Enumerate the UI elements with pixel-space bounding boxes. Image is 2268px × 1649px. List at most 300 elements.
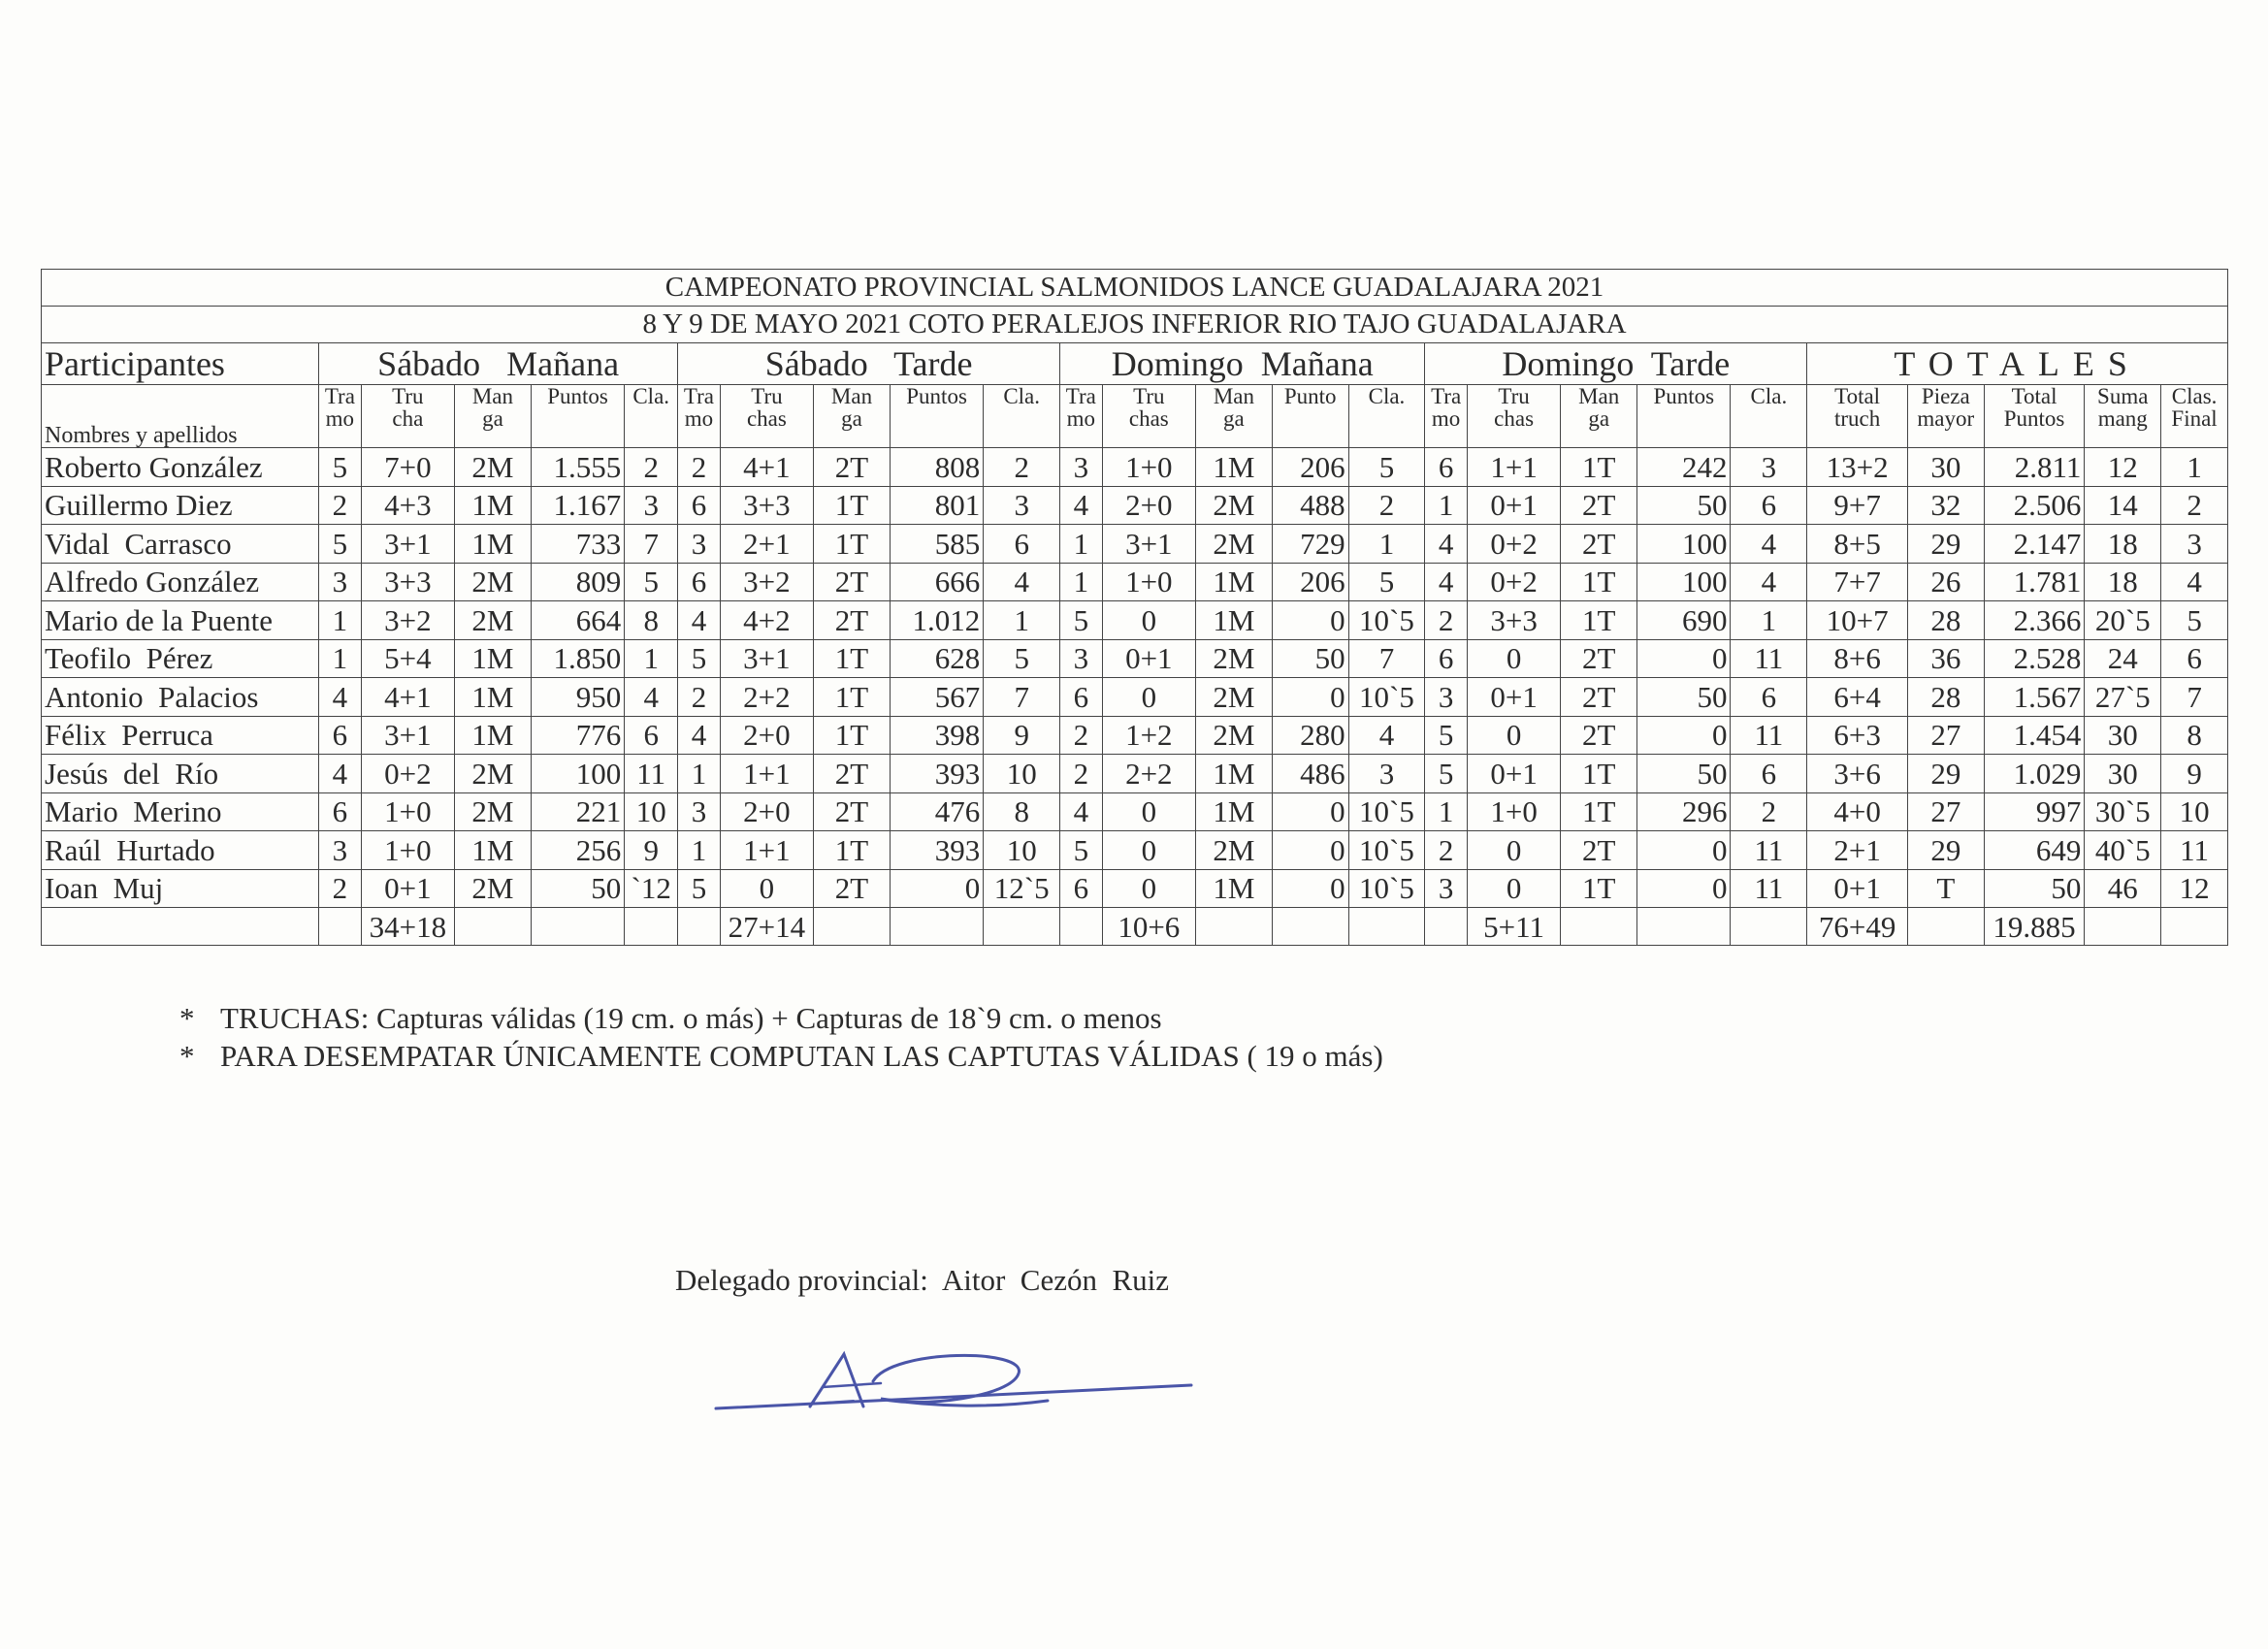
cell: T bbox=[1907, 869, 1984, 908]
sunday-morning-header: Domingo Mañana bbox=[1060, 343, 1425, 385]
subheader-totals-3: Suma mang bbox=[2085, 385, 2161, 448]
cell: 2M bbox=[1196, 831, 1273, 870]
participant-name: Roberto González bbox=[42, 448, 319, 487]
cell: 1M bbox=[455, 486, 532, 525]
cell: 5 bbox=[2161, 601, 2228, 640]
cell: 24 bbox=[2085, 639, 2161, 678]
cell: 1T bbox=[1561, 792, 1637, 831]
cell: 6+4 bbox=[1807, 678, 1908, 717]
participant-name: Ioan Muj bbox=[42, 869, 319, 908]
cell: 3+1 bbox=[720, 639, 813, 678]
cell: 0 bbox=[1637, 869, 1731, 908]
cell: 0 bbox=[720, 869, 813, 908]
cell: 5 bbox=[319, 448, 362, 487]
subheader-sat-morning-4: Cla. bbox=[625, 385, 678, 448]
cell: 10`5 bbox=[1348, 831, 1425, 870]
participant-name: Vidal Carrasco bbox=[42, 525, 319, 564]
subheader-totals-1: Pieza mayor bbox=[1907, 385, 1984, 448]
cell: 5 bbox=[678, 869, 721, 908]
cell: 10 bbox=[2161, 792, 2228, 831]
cell: 5 bbox=[678, 639, 721, 678]
cell: 2 bbox=[1060, 755, 1103, 793]
cell: 30`5 bbox=[2085, 792, 2161, 831]
cell: 32 bbox=[1907, 486, 1984, 525]
cell: 6 bbox=[1060, 678, 1103, 717]
delegate-name: Aitor Cezón Ruiz bbox=[941, 1263, 1170, 1297]
cell: 4 bbox=[678, 601, 721, 640]
cell: 14 bbox=[2085, 486, 2161, 525]
cell: 3+1 bbox=[361, 525, 454, 564]
cell: 6+3 bbox=[1807, 716, 1908, 755]
cell: 1.029 bbox=[1984, 755, 2085, 793]
cell: 729 bbox=[1272, 525, 1348, 564]
cell: 4+3 bbox=[361, 486, 454, 525]
cell: 3+1 bbox=[361, 716, 454, 755]
cell: 1+1 bbox=[720, 831, 813, 870]
cell: 1M bbox=[1196, 755, 1273, 793]
cell: 29 bbox=[1907, 525, 1984, 564]
cell: 256 bbox=[531, 831, 624, 870]
cell: 10 bbox=[625, 792, 678, 831]
empty-cell bbox=[1907, 908, 1984, 946]
table-row bbox=[42, 678, 2228, 717]
cell: 5 bbox=[1425, 755, 1468, 793]
cell: 808 bbox=[890, 448, 983, 487]
cell: 1+0 bbox=[361, 792, 454, 831]
cell: 0 bbox=[1467, 831, 1560, 870]
handwritten-signature bbox=[708, 1339, 1203, 1436]
cell: 50 bbox=[1272, 639, 1348, 678]
cell: 0+1 bbox=[1467, 678, 1560, 717]
cell: 1T bbox=[1561, 869, 1637, 908]
subheader-sun-morning-4: Cla. bbox=[1348, 385, 1425, 448]
cell: 1.454 bbox=[1984, 716, 2085, 755]
cell: 2M bbox=[1196, 525, 1273, 564]
cell: 2T bbox=[814, 448, 891, 487]
cell: 1T bbox=[814, 678, 891, 717]
table-row bbox=[42, 639, 2228, 678]
cell: 2T bbox=[814, 563, 891, 601]
cell: 11 bbox=[1731, 639, 1807, 678]
cell: 1.167 bbox=[531, 486, 624, 525]
cell: 0 bbox=[890, 869, 983, 908]
cell: 5 bbox=[1348, 563, 1425, 601]
cell: 0+1 bbox=[361, 869, 454, 908]
cell: 11 bbox=[1731, 869, 1807, 908]
cell: 9+7 bbox=[1807, 486, 1908, 525]
cell: 1M bbox=[1196, 448, 1273, 487]
cell: 10`5 bbox=[1348, 869, 1425, 908]
cell: 1 bbox=[1425, 792, 1468, 831]
cell: 1 bbox=[1348, 525, 1425, 564]
cell: 50 bbox=[531, 869, 624, 908]
cell: 2+0 bbox=[720, 792, 813, 831]
cell: 1 bbox=[1425, 486, 1468, 525]
cell: 1M bbox=[455, 716, 532, 755]
cell: 1.781 bbox=[1984, 563, 2085, 601]
cell: 690 bbox=[1637, 601, 1731, 640]
subheader-totals-4: Clas. Final bbox=[2161, 385, 2228, 448]
cell: 12`5 bbox=[984, 869, 1060, 908]
cell: 2T bbox=[1561, 525, 1637, 564]
cell: 2+0 bbox=[1102, 486, 1195, 525]
cell: 7 bbox=[1348, 639, 1425, 678]
cell: 1T bbox=[814, 525, 891, 564]
cell: 6 bbox=[984, 525, 1060, 564]
cell: 0 bbox=[1272, 831, 1348, 870]
cell: 1+2 bbox=[1102, 716, 1195, 755]
cell: 1 bbox=[2161, 448, 2228, 487]
subheader-totals-0: Total truch bbox=[1807, 385, 1908, 448]
cell: 20`5 bbox=[2085, 601, 2161, 640]
table-row bbox=[42, 792, 2228, 831]
cell: 2M bbox=[455, 869, 532, 908]
empty-cell bbox=[890, 908, 983, 946]
subheader-sun-afternoon-2: Man ga bbox=[1561, 385, 1637, 448]
cell: 50 bbox=[1637, 755, 1731, 793]
cell: 1.567 bbox=[1984, 678, 2085, 717]
empty-cell bbox=[1731, 908, 1807, 946]
note-truchas bbox=[179, 999, 1383, 1037]
cell: 1.012 bbox=[890, 601, 983, 640]
table-row bbox=[42, 486, 2228, 525]
cell: 585 bbox=[890, 525, 983, 564]
empty-cell bbox=[625, 908, 678, 946]
empty-cell bbox=[455, 908, 532, 946]
cell: 1+1 bbox=[720, 755, 813, 793]
cell: 30 bbox=[2085, 755, 2161, 793]
cell: 2T bbox=[814, 869, 891, 908]
cell: 29 bbox=[1907, 755, 1984, 793]
cell: 1+0 bbox=[1102, 448, 1195, 487]
cell: 2T bbox=[1561, 486, 1637, 525]
cell: 0 bbox=[1102, 792, 1195, 831]
note-text: PARA DESEMPATAR ÚNICAMENTE COMPUTAN LAS CAPTUTAS VÁLIDAS ( 19 o más) bbox=[220, 1039, 1383, 1073]
cell: 3 bbox=[678, 525, 721, 564]
cell: 1 bbox=[319, 639, 362, 678]
cell: 1T bbox=[1561, 755, 1637, 793]
footnotes bbox=[179, 999, 1383, 1075]
cell: 0 bbox=[1467, 716, 1560, 755]
cell: 776 bbox=[531, 716, 624, 755]
cell: 2+1 bbox=[1807, 831, 1908, 870]
participant-name: Alfredo González bbox=[42, 563, 319, 601]
cell: 4+2 bbox=[720, 601, 813, 640]
cell: 11 bbox=[1731, 831, 1807, 870]
cell: 4 bbox=[1731, 563, 1807, 601]
cell: 3 bbox=[1060, 639, 1103, 678]
cell: 2 bbox=[1425, 831, 1468, 870]
cell: 4 bbox=[2161, 563, 2228, 601]
cell: 8 bbox=[2161, 716, 2228, 755]
cell: 6 bbox=[1731, 486, 1807, 525]
cell: 9 bbox=[984, 716, 1060, 755]
cell: 0 bbox=[1637, 716, 1731, 755]
cell: 5 bbox=[625, 563, 678, 601]
cell: 476 bbox=[890, 792, 983, 831]
cell: 6 bbox=[1425, 448, 1468, 487]
cell: 50 bbox=[1637, 678, 1731, 717]
cell: 0 bbox=[1467, 639, 1560, 678]
cell: 18 bbox=[2085, 525, 2161, 564]
cell: 4 bbox=[1348, 716, 1425, 755]
delegate-label: Delegado provincial: bbox=[675, 1263, 928, 1297]
subheader-totals-2: Total Puntos bbox=[1984, 385, 2085, 448]
subheader-sun-morning-0: Tra mo bbox=[1060, 385, 1103, 448]
subheader-sat-afternoon-0: Tra mo bbox=[678, 385, 721, 448]
cell: 997 bbox=[1984, 792, 2085, 831]
cell: 0 bbox=[1102, 601, 1195, 640]
cell: 0+2 bbox=[1467, 563, 1560, 601]
cell: 2.811 bbox=[1984, 448, 2085, 487]
total-total-puntos: 19.885 bbox=[1984, 908, 2085, 946]
cell: 2T bbox=[1561, 831, 1637, 870]
subheader-sun-morning-3: Punto bbox=[1272, 385, 1348, 448]
cell: 0 bbox=[1637, 639, 1731, 678]
cell: 2T bbox=[814, 755, 891, 793]
cell: 50 bbox=[1984, 869, 2085, 908]
cell: 50 bbox=[1637, 486, 1731, 525]
cell: 6 bbox=[678, 563, 721, 601]
cell: 12 bbox=[2161, 869, 2228, 908]
cell: 11 bbox=[625, 755, 678, 793]
cell: 2 bbox=[678, 678, 721, 717]
table-row bbox=[42, 448, 2228, 487]
cell: 6 bbox=[1425, 639, 1468, 678]
cell: 1M bbox=[455, 678, 532, 717]
cell: 10`5 bbox=[1348, 678, 1425, 717]
cell: 2 bbox=[1731, 792, 1807, 831]
cell: 0 bbox=[1272, 792, 1348, 831]
cell: 7 bbox=[984, 678, 1060, 717]
saturday-morning-header: Sábado Mañana bbox=[319, 343, 678, 385]
cell: 10+7 bbox=[1807, 601, 1908, 640]
cell: 2.528 bbox=[1984, 639, 2085, 678]
cell: 2+1 bbox=[720, 525, 813, 564]
participant-name: Raúl Hurtado bbox=[42, 831, 319, 870]
cell: 0+1 bbox=[1102, 639, 1195, 678]
empty-cell bbox=[984, 908, 1060, 946]
cell: 649 bbox=[1984, 831, 2085, 870]
cell: 0 bbox=[1102, 831, 1195, 870]
cell: 1 bbox=[984, 601, 1060, 640]
cell: 6 bbox=[319, 716, 362, 755]
cell: 1+1 bbox=[1467, 448, 1560, 487]
total-total-truch: 76+49 bbox=[1807, 908, 1908, 946]
cell: 8+6 bbox=[1807, 639, 1908, 678]
cell: 5 bbox=[1060, 601, 1103, 640]
cell: 4 bbox=[319, 755, 362, 793]
totals-header: TOTALES bbox=[1807, 343, 2228, 385]
cell: 10`5 bbox=[1348, 601, 1425, 640]
subheader-sat-afternoon-3: Puntos bbox=[890, 385, 983, 448]
cell: 2M bbox=[1196, 716, 1273, 755]
cell: 7 bbox=[625, 525, 678, 564]
subheader-sun-afternoon-3: Puntos bbox=[1637, 385, 1731, 448]
cell: 2 bbox=[319, 869, 362, 908]
cell: 0+2 bbox=[361, 755, 454, 793]
cell: 11 bbox=[2161, 831, 2228, 870]
cell: 1T bbox=[814, 486, 891, 525]
empty-cell bbox=[1561, 908, 1637, 946]
cell: 0 bbox=[1102, 678, 1195, 717]
total-sun-afternoon-truchas: 5+11 bbox=[1467, 908, 1560, 946]
event-subtitle: 8 Y 9 DE MAYO 2021 COTO PERALEJOS INFERIOR RIO TAJO GUADALAJARA bbox=[42, 307, 2228, 343]
empty-cell bbox=[678, 908, 721, 946]
participants-header: Participantes bbox=[42, 343, 319, 385]
cell: 2.506 bbox=[1984, 486, 2085, 525]
cell: 2M bbox=[455, 563, 532, 601]
empty-cell bbox=[1196, 908, 1273, 946]
cell: 8+5 bbox=[1807, 525, 1908, 564]
cell: 0 bbox=[1467, 869, 1560, 908]
cell: 5 bbox=[984, 639, 1060, 678]
cell: 12 bbox=[2085, 448, 2161, 487]
cell: 1 bbox=[319, 601, 362, 640]
cell: 2M bbox=[1196, 639, 1273, 678]
cell: 1M bbox=[1196, 869, 1273, 908]
cell: 1T bbox=[1561, 601, 1637, 640]
cell: 3+2 bbox=[720, 563, 813, 601]
table-row bbox=[42, 525, 2228, 564]
cell: 1+0 bbox=[1467, 792, 1560, 831]
cell: 30 bbox=[1907, 448, 1984, 487]
cell: 1 bbox=[678, 755, 721, 793]
subheader-sat-afternoon-1: Tru chas bbox=[720, 385, 813, 448]
cell: 3 bbox=[1425, 678, 1468, 717]
totals-row bbox=[42, 908, 2228, 946]
cell: 2M bbox=[455, 448, 532, 487]
championship-title: CAMPEONATO PROVINCIAL SALMONIDOS LANCE GUADALAJARA 2021 bbox=[42, 270, 2228, 307]
cell: 2M bbox=[455, 601, 532, 640]
participant-name: Mario Merino bbox=[42, 792, 319, 831]
participant-name: Jesús del Río bbox=[42, 755, 319, 793]
cell: 6 bbox=[2161, 639, 2228, 678]
empty-cell bbox=[1272, 908, 1348, 946]
cell: 26 bbox=[1907, 563, 1984, 601]
subheader-sat-morning-1: Tru cha bbox=[361, 385, 454, 448]
cell: 3 bbox=[1425, 869, 1468, 908]
cell: 296 bbox=[1637, 792, 1731, 831]
cell: 8 bbox=[984, 792, 1060, 831]
cell: 4 bbox=[319, 678, 362, 717]
cell: 13+2 bbox=[1807, 448, 1908, 487]
cell: 2 bbox=[319, 486, 362, 525]
cell: 1T bbox=[814, 716, 891, 755]
cell: 2.366 bbox=[1984, 601, 2085, 640]
empty-cell bbox=[1637, 908, 1731, 946]
cell: 3 bbox=[319, 831, 362, 870]
total-sat-afternoon-truchas: 27+14 bbox=[720, 908, 813, 946]
cell: 0+1 bbox=[1467, 486, 1560, 525]
cell: 5 bbox=[1060, 831, 1103, 870]
results-table bbox=[41, 269, 2228, 946]
cell: 28 bbox=[1907, 678, 1984, 717]
saturday-afternoon-header: Sábado Tarde bbox=[678, 343, 1060, 385]
cell: 4 bbox=[625, 678, 678, 717]
cell: 2 bbox=[984, 448, 1060, 487]
cell: 7+0 bbox=[361, 448, 454, 487]
cell: 2M bbox=[1196, 678, 1273, 717]
cell: 3+3 bbox=[1467, 601, 1560, 640]
subheader-sun-afternoon-1: Tru chas bbox=[1467, 385, 1560, 448]
cell: 280 bbox=[1272, 716, 1348, 755]
cell: 3 bbox=[1731, 448, 1807, 487]
cell: 1 bbox=[1060, 563, 1103, 601]
cell: 2+2 bbox=[1102, 755, 1195, 793]
cell: 1M bbox=[1196, 563, 1273, 601]
empty-cell bbox=[531, 908, 624, 946]
cell: 3 bbox=[1348, 755, 1425, 793]
cell: 100 bbox=[1637, 525, 1731, 564]
cell: 242 bbox=[1637, 448, 1731, 487]
empty-cell bbox=[42, 908, 319, 946]
cell: 2+0 bbox=[720, 716, 813, 755]
cell: 4+0 bbox=[1807, 792, 1908, 831]
cell: 2T bbox=[1561, 639, 1637, 678]
cell: 40`5 bbox=[2085, 831, 2161, 870]
cell: 664 bbox=[531, 601, 624, 640]
subheader-sun-morning-2: Man ga bbox=[1196, 385, 1273, 448]
cell: 100 bbox=[1637, 563, 1731, 601]
cell: 4 bbox=[984, 563, 1060, 601]
table-row bbox=[42, 601, 2228, 640]
cell: 206 bbox=[1272, 448, 1348, 487]
cell: 3 bbox=[1060, 448, 1103, 487]
empty-cell bbox=[2161, 908, 2228, 946]
cell: 393 bbox=[890, 755, 983, 793]
cell: 1.850 bbox=[531, 639, 624, 678]
cell: 733 bbox=[531, 525, 624, 564]
participant-name: Teofilo Pérez bbox=[42, 639, 319, 678]
subheader-sat-afternoon-4: Cla. bbox=[984, 385, 1060, 448]
cell: 6 bbox=[1060, 869, 1103, 908]
cell: 3 bbox=[678, 792, 721, 831]
cell: 2 bbox=[1060, 716, 1103, 755]
table-row bbox=[42, 831, 2228, 870]
note-text: TRUCHAS: Capturas válidas (19 cm. o más) + Capturas de 18`9 cm. o menos bbox=[220, 1001, 1162, 1035]
cell: 4 bbox=[1425, 563, 1468, 601]
participant-name: Félix Perruca bbox=[42, 716, 319, 755]
cell: 3 bbox=[319, 563, 362, 601]
cell: 3+2 bbox=[361, 601, 454, 640]
cell: 6 bbox=[1731, 678, 1807, 717]
cell: 488 bbox=[1272, 486, 1348, 525]
cell: 5 bbox=[319, 525, 362, 564]
cell: 2 bbox=[625, 448, 678, 487]
cell: 9 bbox=[625, 831, 678, 870]
cell: 950 bbox=[531, 678, 624, 717]
cell: 1T bbox=[1561, 448, 1637, 487]
cell: 10 bbox=[984, 831, 1060, 870]
empty-cell bbox=[1060, 908, 1103, 946]
cell: 3 bbox=[984, 486, 1060, 525]
cell: 4 bbox=[1060, 486, 1103, 525]
cell: 0 bbox=[1637, 831, 1731, 870]
cell: 1.555 bbox=[531, 448, 624, 487]
total-sun-morning-truchas: 10+6 bbox=[1102, 908, 1195, 946]
cell: 3 bbox=[625, 486, 678, 525]
empty-cell bbox=[1425, 908, 1468, 946]
subheader-sat-morning-0: Tra mo bbox=[319, 385, 362, 448]
cell: 28 bbox=[1907, 601, 1984, 640]
cell: 1M bbox=[455, 639, 532, 678]
cell: 1 bbox=[1060, 525, 1103, 564]
cell: 1+0 bbox=[361, 831, 454, 870]
cell: 3+3 bbox=[720, 486, 813, 525]
cell: 6 bbox=[319, 792, 362, 831]
cell: 2 bbox=[678, 448, 721, 487]
